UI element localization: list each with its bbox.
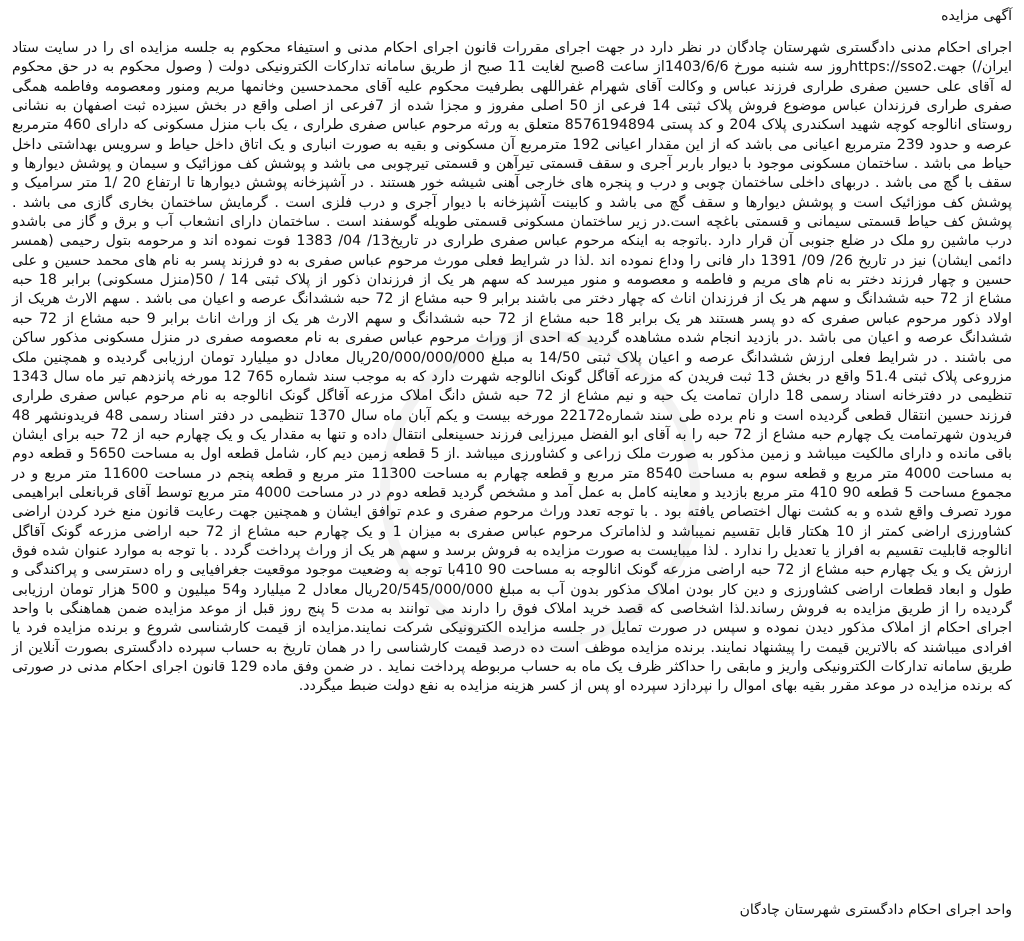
notice-title: آگهی مزایده (941, 8, 1012, 24)
notice-signature: واحد اجرای احکام دادگستری شهرستان چادگان (739, 902, 1012, 918)
notice-body: اجرای احکام مدنی دادگستری شهرستان چادگان در نظر دارد در جهت اجرای مقررات قانون اجرای احکام مدنی و استیفاء محکوم به جلسه مزایده ای را در سایت ستاد ایران/) جهت.https://sso2روز سه شنبه مورخ 1403/6/6از ساعت 8صبح لغایت 11 صبح از طریق سامانه تدارکات الکترونیکی دولت ( وصول محکوم به در حق محکوم له آقای علی حسین صفری طراری فرزند عباس و وکالت آقای شهرام غفراللهی بطرفیت محکوم علیه آقای محمدحسین وخانمها مریم ومنور ومعصومه وفاطمه همگی صفری طراری فرزندان عباس موضوع فروش پلاک ثبتی 14 فرعی از 50 اصلی مفروز و مجزا شده از 7فرعی از اصلی واقع در بخش سیزده ثبت اصفهان به نشانی روستای انالوجه کوچه شهید اسکندری پلاک 204 و کد پستی 8576194894 متعلق به ورثه مرحوم عباس صفری طراری ، یک باب منزل مسکونی که دارای 460 مترمربع عرصه و حدود 239 مترمربع اعیانی می باشد که از این مقدار اعیانی 192 مترمربع آن مسکونی و بقیه به صورت انباری و یک اتاق داخل حیاط و سرویس بهداشتی داخل حیاط می باشد . ساختمان مسکونی موجود با دیوار باربر آجری و سقف قسمتی تیرآهن و قسمتی تیرچوبی می باشد و پوشش کف موزائیک و سیمان و پوشش دیوارها و سقف با گچ می باشد . دربهای داخلی ساختمان چوبی و درب و پنجره های خارجی آهنی شیشه خور هستند . در آشپزخانه پوشش دیوارها تا ارتفاع 20 /1 متر سرامیک و پوشش کف موزائیک است و پوشش دیوارها و سقف گچ می باشد و کابینت آشپزخانه با دیوار آجری و درب فلزی است . گرمایش ساختمان بخاری گازی می باشد . پوشش کف حیاط قسمتی سیمانی و قسمتی باغچه است.در زیر ساختمان مسکونی قسمتی طویله گوسفند است . ساختمان دارای انشعاب آب و برق و گاز می باشدو درب ماشین رو ملک در ضلع جنوبی آن قرار دارد .باتوجه به اینکه مرحوم عباس صفری طراری در تاریخ13/ 04/ 1383 فوت نموده اند و مرحومه بتول رحیمی (همسر دائمی ایشان) نیز در تاریخ 26/ 09/ 1391 دار فانی را وداع نموده اند .لذا در شرایط فعلی مورث مرحوم عباس صفری به دو فرزند پسر به نام های محمد حسین و علی حسین و چهار فرزند دختر به نام های مریم و فاطمه و معصومه و منور میرسد که سهم هر یک از فرزندان ذکور از پلاک ثبتی 14 / 50(منزل مسکونی) برابر 18 حبه مشاع از 72 حبه ششدانگ و سهم هر یک از فرزندان اناث که چهار دختر می باشند برابر 9 حبه مشاع از 72 حبه ششدانگ عرصه و اعیان می باشد . سهم الارث هریک از اولاد ذکور مرحوم عباس صفری که دو پسر هستند هر یک برابر 18 حبه مشاع از 72 حبه ششدانگ و سهم الارث هر یک از وراث اناث برابر 9 حبه مشاع از 72 حبه ششدانگ عرصه و اعیان می باشد .در بازدید انجام شده مشاهده گردید که احدی از وراث مرحوم عباس صفری به نام معصومه صفری در منزل مسکونی مذکور ساکن می باشند . در شرایط فعلی ارزش ششدانگ عرصه و اعیان پلاک ثبتی 14/50 به مبلغ 20/000/000/000ریال معادل دو میلیارد تومان ارزیابی گردیده و همچنین ملک مزروعی پلاک ثبتی 51.4 واقع در بخش 13 ثبت فریدن که مزرعه آقاگل گونک انالوجه شهرت دارد که به موجب سند شماره 765 12 مورخه پانزدهم تیر ماه سال 1343 تنظیمی در دفترخانه اسناد رسمی 18 داران تمامت یک حبه و نیم مشاع از 72 حبه شش دانگ املاک مزرعه آقاگل گونک انالوجه به نام مرحوم عباس صفری طراری فرزند حسین انتقال قطعی گردیده است و نام برده طی سند شماره22172 مورخه بیست و یکم آبان ماه سال 1370 تنظیمی در دفتر اسناد رسمی 48 فریدونشهر 48 فریدون شهرتمامت یک چهارم حبه مشاع از 72 حبه را به آقای ابو الفضل میرزایی فرزند حسینعلی انتقال داده و تنها به مقدار یک و یک چهارم حبه از 72 حبه برای ایشان باقی مانده و دارای مالکیت میباشد و زمین مذکور به صورت ملک زراعی و کشاورزی میباشد .از 5 قطعه زمین دیم کار، شامل قطعه اول به مساحت 5650 و قطعه دوم به مساحت 4000 متر مربع و قطعه سوم به مساحت 8540 متر مربع و قطعه چهارم به مساحت 11300 متر مربع و قطعه پنجم در مساحت 11600 متر مربع و در مجموع مساحت 5 قطعه 90 410 متر مربع بازدید و معاینه کامل به عمل آمد و مشخص گردید قطعه دوم در در مساحت 4000 متر مربع توسط آقای قربانعلی ابراهیمی مورد تصرف واقع شده و به کشت نهال اختصاص یافته بود . با توجه تعدد وراث مرحوم صفری و عدم توافق ایشان و همچنین جهت رعایت قانون منع خرد کردن اراضی کشاورزی اراضی کمتر از 10 هکتار قابل تقسیم نمیباشد و لذاماترک مرحوم عباس صفری به میزان 1 و یک چهارم حبه مشاع از 72 حبه اراضی مزرعه گونک آقاگل انالوجه قابلیت تقسیم به افراز یا تعدیل را ندارد . لذا میبایست به صورت مزایده به فروش برسد و سهم هر یک از وراث پرداخت گردد . با توجه به موارد عنوان شده فوق ارزش یک و یک چهارم حبه مشاع از 72 حبه اراضی مزرعه گونک انالوجه به مساحت 90 410با توجه به وضعیت موجود موقعیت جغرافیایی و راه دسترسی و پراکندگی و طول و ابعاد قطعات اراضی کشاورزی و دین کار بودن املاک مذکور بدون آب به مبلغ 20/545/000/000ریال معادل 2 میلیارد و54 میلیون و 500 هزار تومان ارزیابی گردیده را از طریق مزایده به فروش رساند.لذا اشخاصی که قصد خرید املاک فوق را دارند می توانند به مدت 5 پنج روز قبل از موعد مزایده ضمن هماهنگی با واحد اجرای احکام از املاک مذکور دیدن نموده و سپس در صورت تمایل در جلسه مزایده الکترونیکی شرکت نمایند.مزایده از قیمت کارشناسی شروع و برنده مزایده فرد یا افرادی میباشند که بالاترین قیمت را پیشنهاد نمایند. برنده مزایده موظف است ده درصد قیمت کارشناسی را در همان تاریخ به حساب سپرده دادگستری بصورت آنلاین از طریق سامانه تدارکات الکترونیکی واریز و مابقی را حداکثر ظرف یک ماه به حساب مربوطه پرداخت نماید . در ضمن وفق ماده 129 قانون اجرای احکام مدنی در صورتی که برنده مزایده در موعد مقرر بقیه بهای اموال را نپردازد سپرده او پس از کسر هزینه مزایده به نفع دولت ضبط میگردد. (12, 40, 1013, 695)
